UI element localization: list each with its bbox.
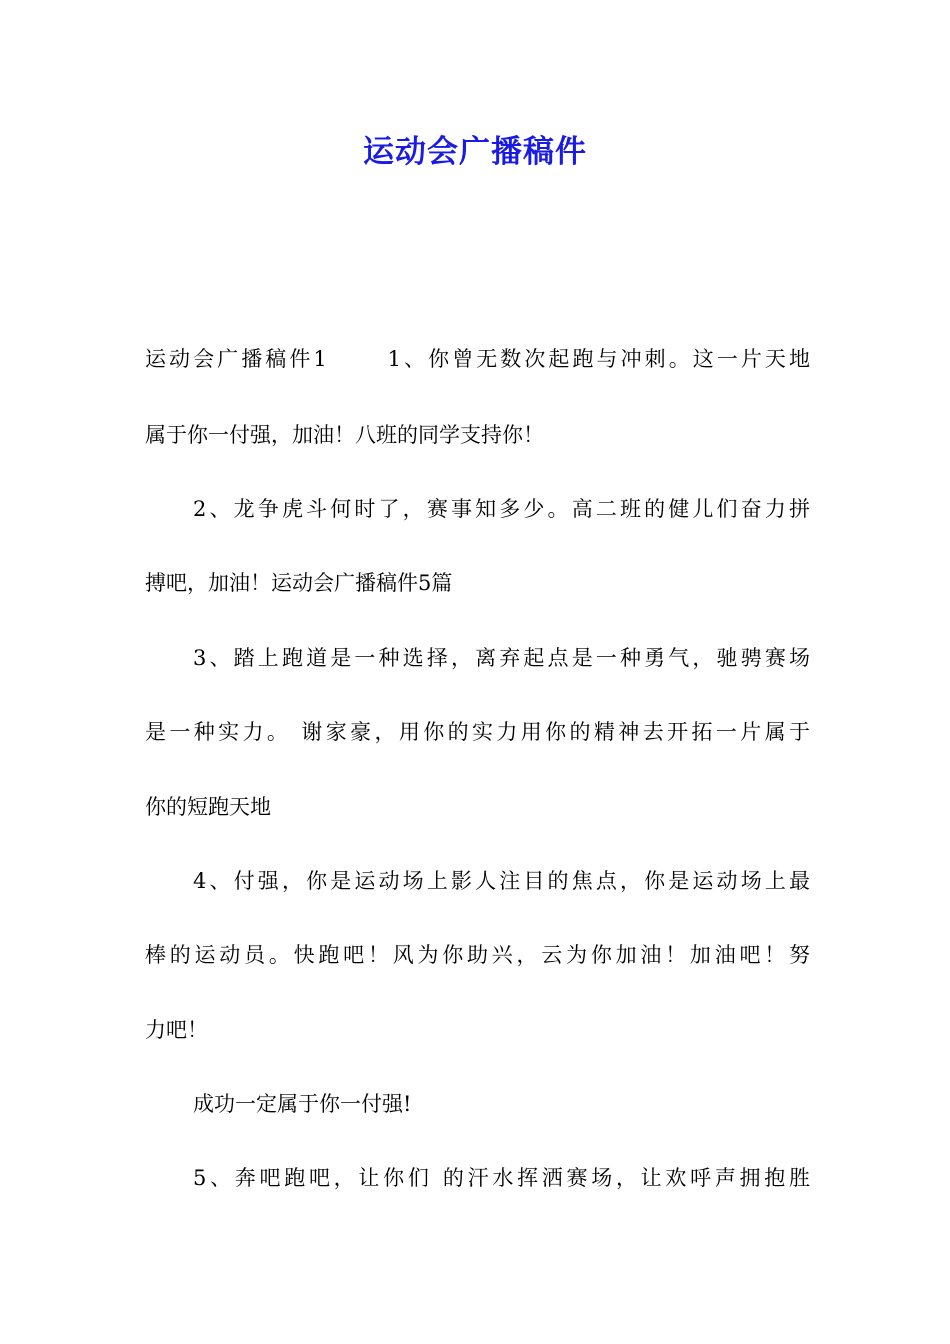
paragraph-line: 是一种实力。 谢家豪，用你的实力用你的精神去开拓一片属于: [145, 720, 810, 744]
paragraph-line: 5、奔吧跑吧，让你们 的汗水挥洒赛场，让欢呼声拥抱胜: [193, 1166, 810, 1190]
paragraph-line: 3、踏上跑道是一种选择，离弃起点是一种勇气，驰骋赛场: [193, 646, 810, 670]
paragraph-line: 你的短跑天地: [145, 795, 271, 819]
paragraph-line: 搏吧，加油！运动会广播稿件5篇: [145, 571, 453, 595]
paragraph-line: 运动会广播稿件1 1、你曾无数次起跑与冲刺。这一片天地: [145, 347, 810, 371]
paragraph-line: 力吧！: [145, 1018, 208, 1042]
paragraph-line: 属于你一付强，加油！八班的同学支持你！: [145, 423, 544, 447]
paragraph-line: 2、龙争虎斗何时了，赛事知多少。高二班的健儿们奋力拼: [193, 497, 810, 521]
paragraph-line: 4、付强，你是运动场上影人注目的焦点，你是运动场上最: [193, 869, 810, 893]
paragraph-line: 成功一定属于你一付强!: [193, 1092, 412, 1116]
page-title: 运动会广播稿件: [363, 134, 587, 170]
paragraph-line: 棒的运动员。快跑吧！风为你助兴，云为你加油！加油吧！努: [145, 943, 810, 967]
